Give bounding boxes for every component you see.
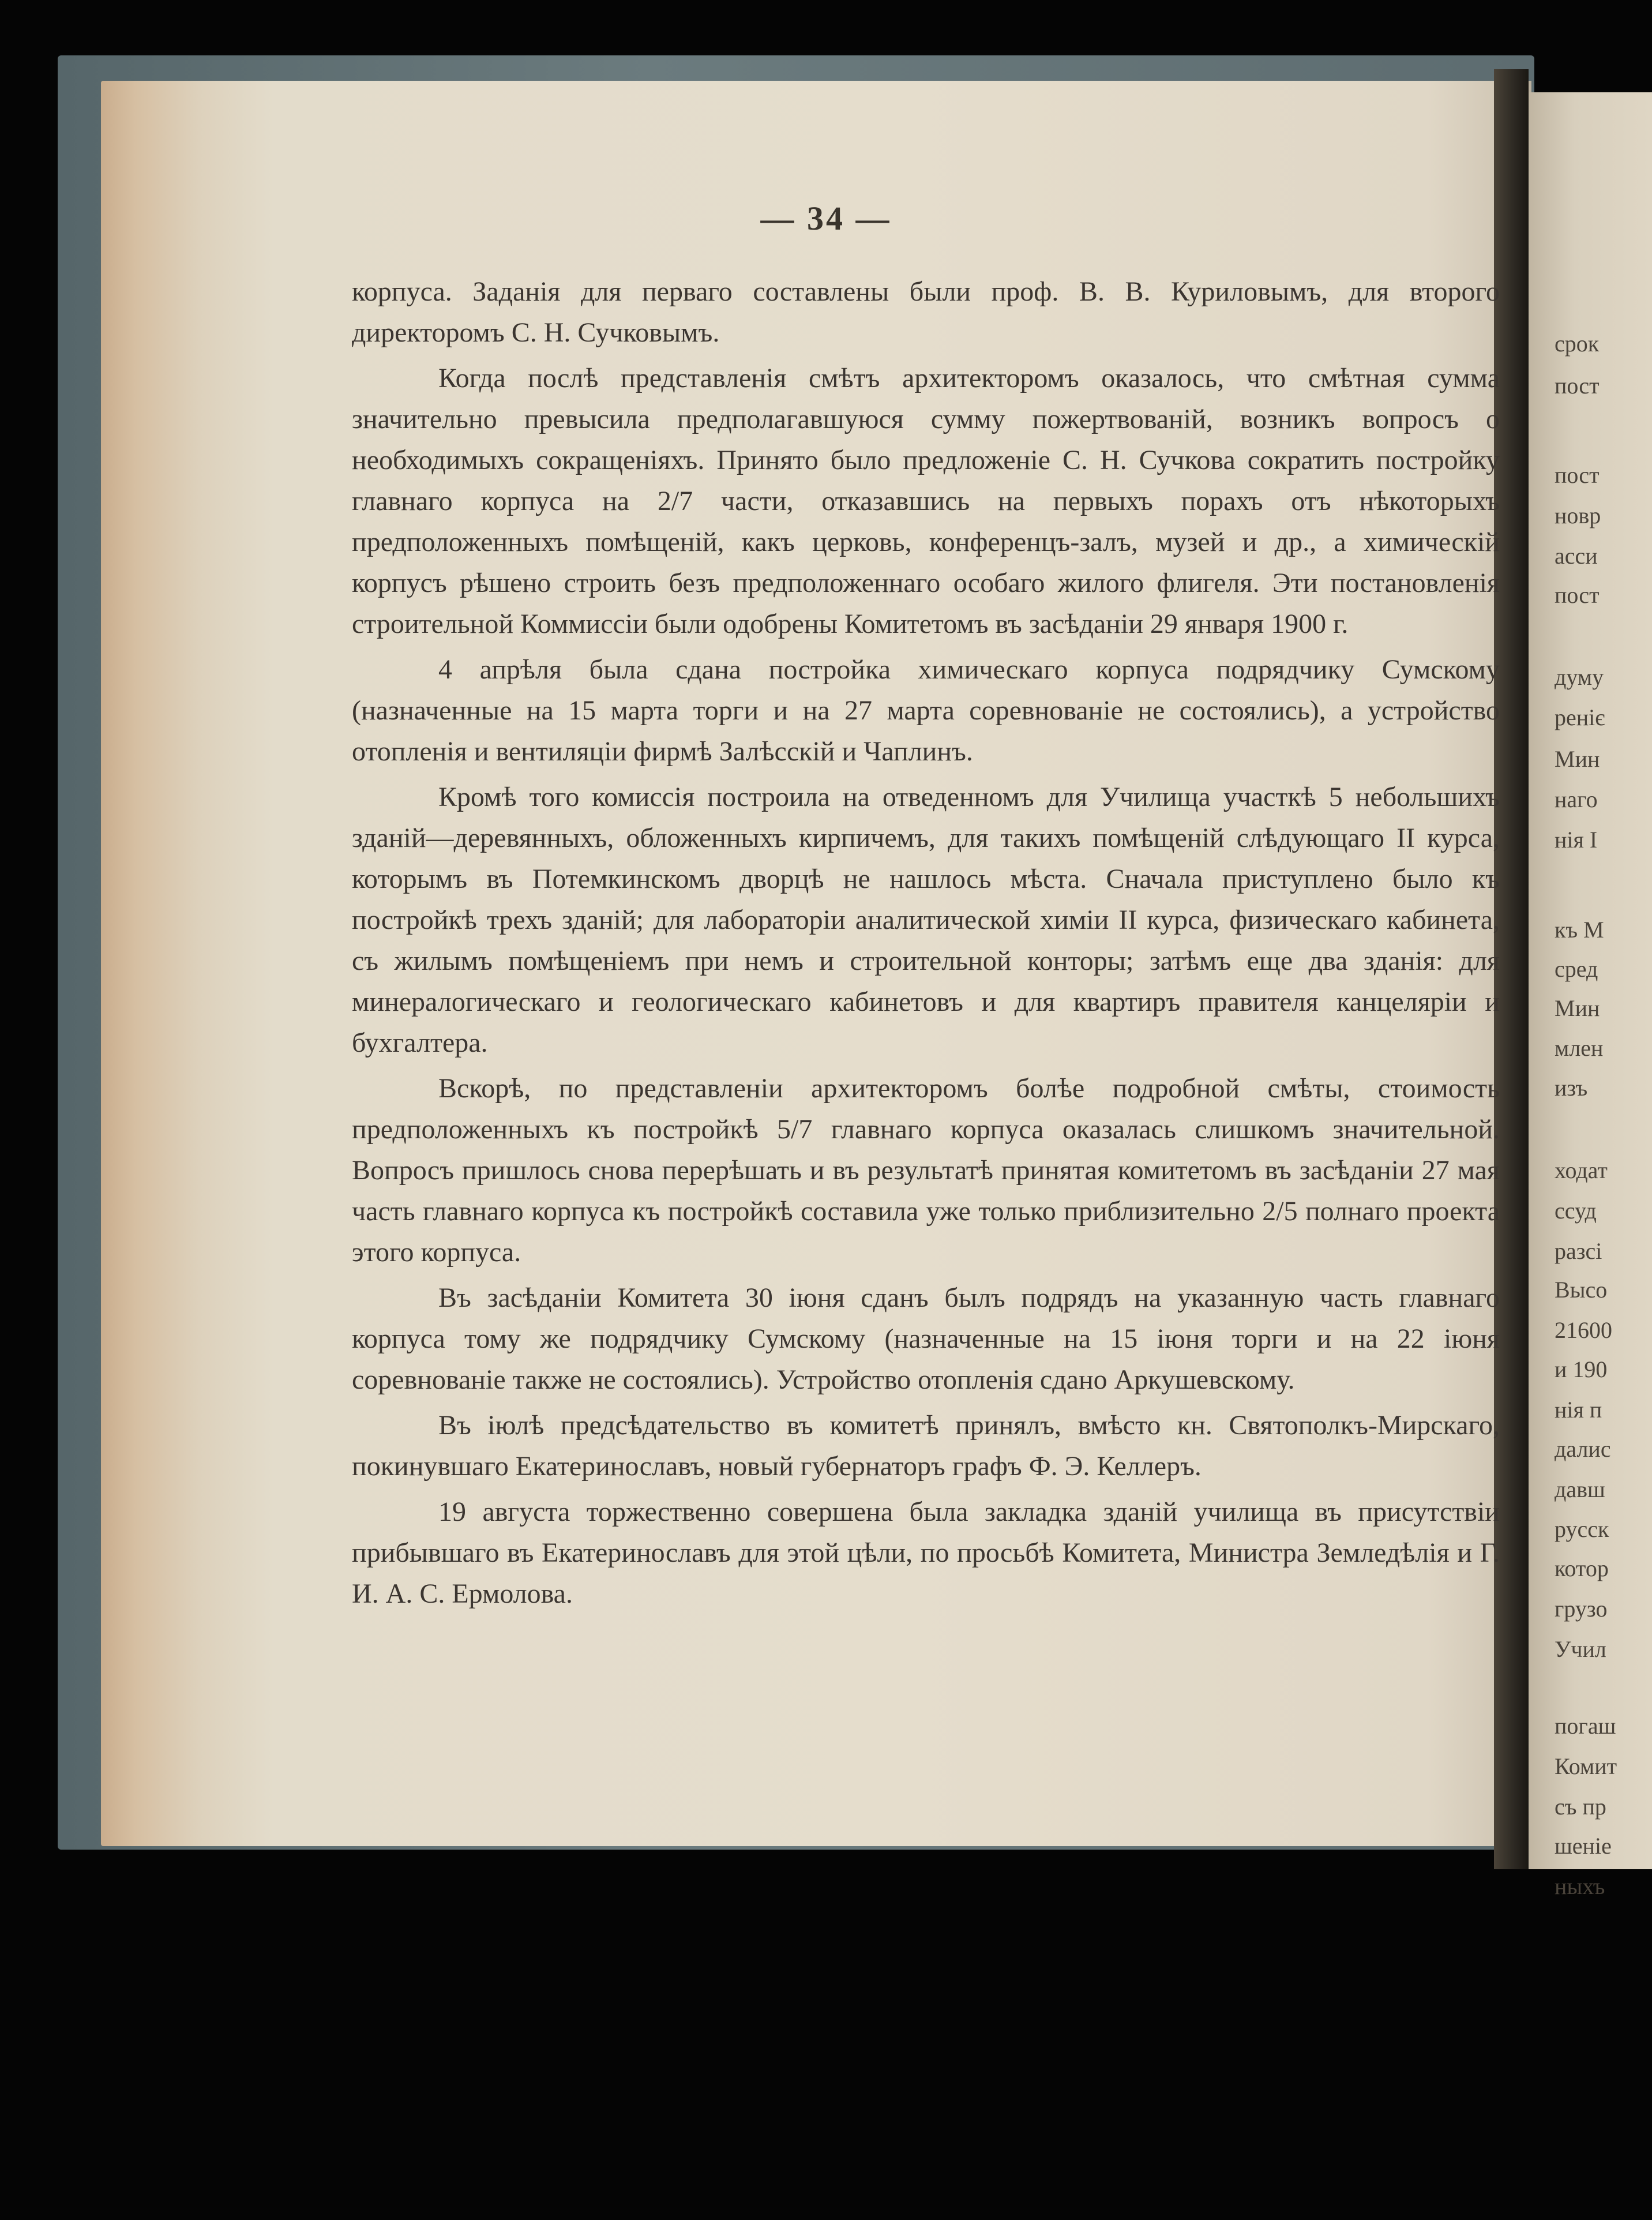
facing-line: реніє xyxy=(1555,704,1605,730)
facing-line: думу xyxy=(1555,664,1604,690)
facing-line: съ пр xyxy=(1555,1794,1606,1820)
facing-line: шеніе xyxy=(1555,1833,1612,1859)
paragraph: Когда послѣ представленія смѣтъ архитекторомъ оказалось, что смѣтная сумма значительно превысила предполагавшуюся сумму пожертвованій, возникъ вопросъ о необходимыхъ сокращеніяхъ. Принято было предложеніе С. Н. Сучкова сократить постройку главнаго корпуса на 2/7 части, отказавшись на первыхъ порахъ отъ нѣкоторыхъ предположенныхъ помѣщеній, какъ церковь, конференцъ-залъ, музей и др., а химическій корпусъ рѣшено строить безъ предположеннаго особаго жилого флигеля. Эти постановленія строительной Коммиссіи были одобрены Комитетомъ въ засѣданіи 29 января 1900 г. xyxy=(352,363,1500,639)
facing-line: нія І xyxy=(1555,827,1598,853)
facing-line: Мин xyxy=(1555,746,1600,772)
paragraph: Въ іюлѣ предсѣдательство въ комитетѣ принялъ, вмѣсто кн. Святополкъ-Мирскаго, покинувшаго Екатеринославъ, новый губернаторъ графъ Ф. Э. Келлеръ. xyxy=(352,1410,1500,1482)
facing-line: Комит xyxy=(1555,1753,1617,1779)
facing-line: Учил xyxy=(1555,1636,1606,1662)
page-body xyxy=(352,271,1500,1614)
paragraph: 4 апрѣля была сдана постройка химическаго корпуса подрядчику Сумскому (назначенные на 15 марта торги и на 27 марта соревнованіе не состоялись), а устройство отопленія и вентиляціи фирмѣ Залѣсскій и Чаплинъ. xyxy=(352,654,1500,767)
facing-line: срок xyxy=(1555,331,1600,357)
facing-line: ссуд xyxy=(1555,1198,1597,1224)
paragraph: корпуса. Заданія для перваго составлены были проф. В. В. Куриловымъ, для второго директоромъ С. Н. Сучковымъ. xyxy=(352,276,1500,348)
paragraph: 19 августа торжественно совершена была закладка зданій училища въ присутствіи прибывшаго въ Екатеринославъ для этой цѣли, по просьбѣ Комитета, Министра Земледѣлія и Г. И. А. С. Ермолова. xyxy=(352,1497,1500,1609)
facing-line: пост xyxy=(1555,373,1600,399)
facing-line: погаш xyxy=(1555,1713,1616,1739)
facing-line: 21600 xyxy=(1555,1317,1612,1343)
facing-line: ныхъ xyxy=(1555,1873,1605,1899)
facing-line: ходат xyxy=(1555,1157,1608,1183)
paragraph: Вскорѣ, по представленіи архитекторомъ болѣе подробной смѣты, стоимость предположенныхъ къ постройкѣ 5/7 главнаго корпуса оказалась слишкомъ значительной. Вопросъ пришлось снова перерѣшать и въ результатѣ принятая комитетомъ въ засѣданіи 27 мая часть главнаго корпуса къ постройкѣ составила уже только приблизительно 2/5 полнаго проекта этого корпуса. xyxy=(352,1073,1500,1268)
facing-line: давш xyxy=(1555,1476,1605,1502)
facing-line: Высо xyxy=(1555,1277,1608,1303)
facing-line: грузо xyxy=(1555,1596,1608,1622)
paragraph: Въ засѣданіи Комитета 30 іюня сданъ былъ подрядъ на указанную часть главнаго корпуса тому же подрядчику Сумскому (назначенные на 15 іюня торги и на 22 іюня соревнованіе также не состоялись). Устройство отопленія сдано Аркушевскому. xyxy=(352,1282,1500,1395)
facing-line: пост xyxy=(1555,582,1600,608)
facing-line: разсі xyxy=(1555,1238,1602,1264)
paragraph: Кромѣ того комиссія построила на отведенномъ для Училища участкѣ 5 небольшихъ зданій—деревянныхъ, обложенныхъ кирпичемъ, для такихъ помѣщеній слѣдующаго II курса, которымъ въ Потемкинскомъ дворцѣ не нашлось мѣста. Сначала приступлено было къ постройкѣ трехъ зданій; для лабораторіи аналитической химіи II курса, физическаго кабинета, съ жилымъ помѣщеніемъ при немъ и строительной конторы; затѣмъ еще два зданія: для минералогическаго и геологическаго кабинетовъ и для квартиръ правителя канцеляріи и бухгалтера. xyxy=(352,782,1500,1058)
facing-line: котор xyxy=(1555,1555,1609,1581)
facing-line: далис xyxy=(1555,1436,1611,1462)
facing-line: нія п xyxy=(1555,1397,1602,1423)
facing-line: Мин xyxy=(1555,995,1600,1021)
facing-line: наго xyxy=(1555,786,1598,812)
facing-line: асси xyxy=(1555,543,1598,569)
facing-line: новр xyxy=(1555,502,1601,528)
facing-line: сред xyxy=(1555,956,1598,982)
facing-line: и 190 xyxy=(1555,1356,1608,1382)
page-number: — 34 — xyxy=(760,200,892,237)
facing-line: къ М xyxy=(1555,917,1604,943)
facing-line: изъ xyxy=(1555,1075,1588,1101)
facing-line: пост xyxy=(1555,462,1600,488)
facing-page-text xyxy=(1555,0,1652,2220)
facing-line: млен xyxy=(1555,1035,1604,1061)
facing-line: русск xyxy=(1555,1516,1609,1542)
